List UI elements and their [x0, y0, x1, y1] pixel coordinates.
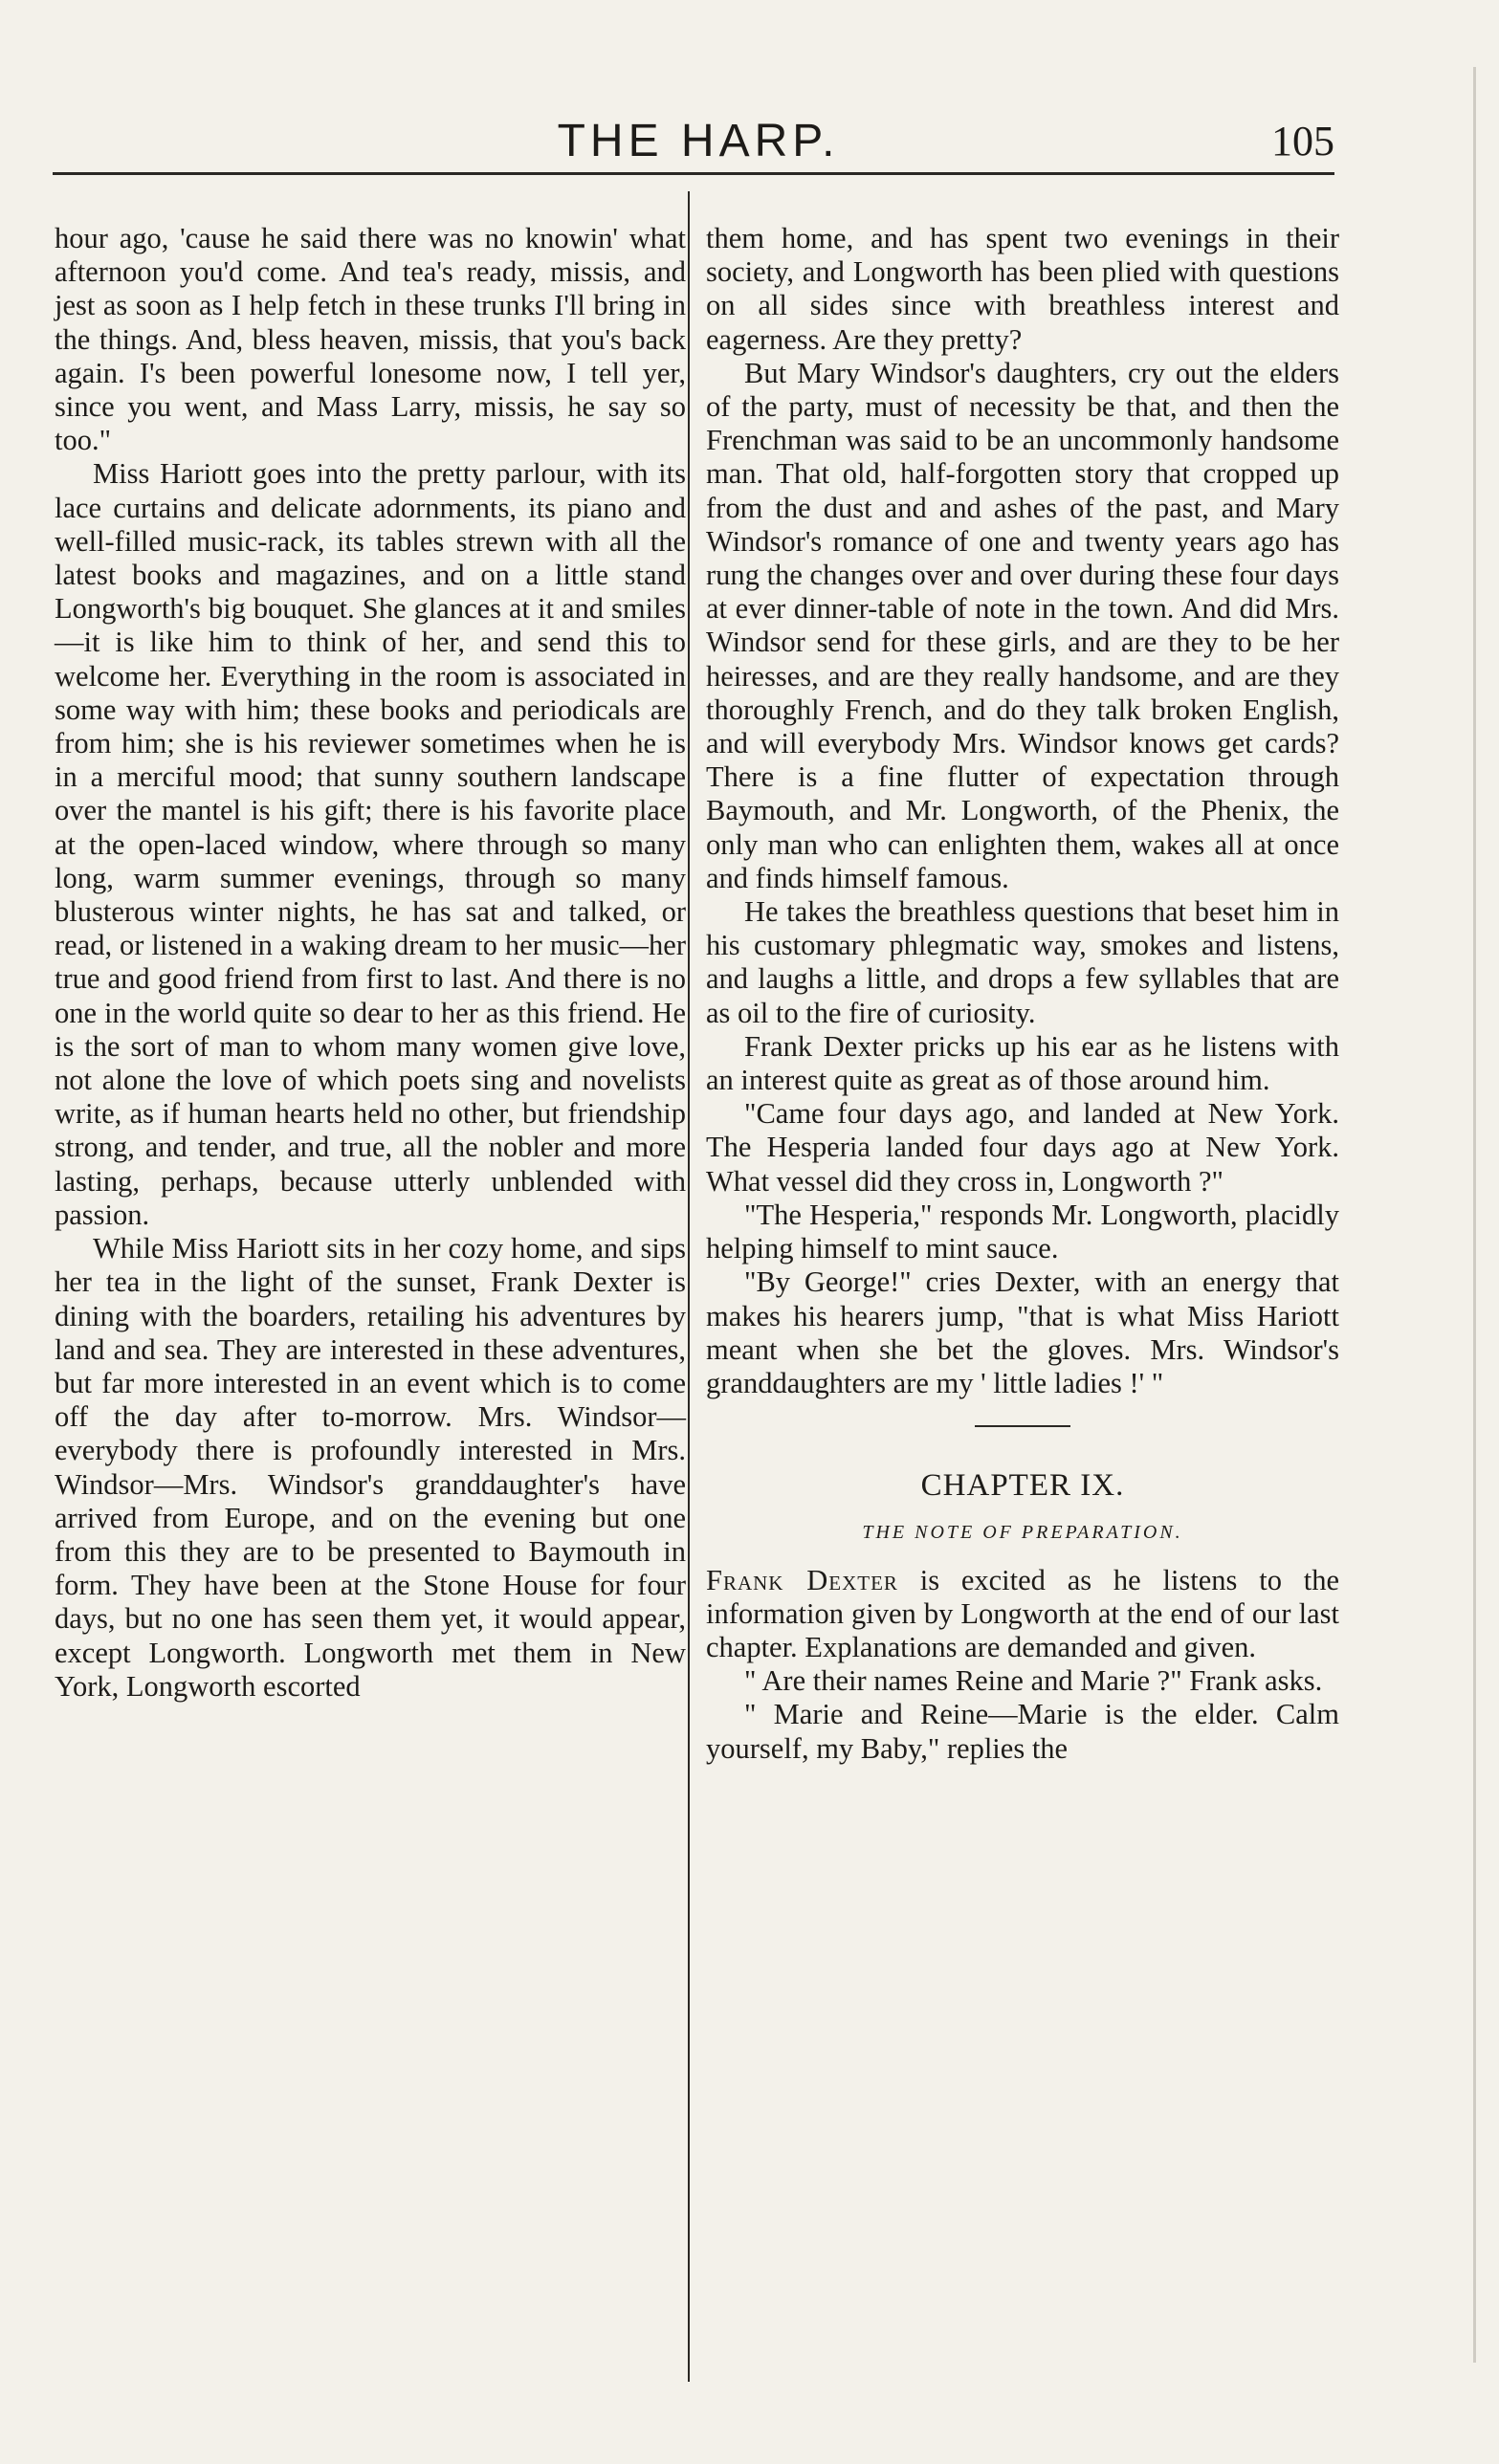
paragraph: "The Hesperia," responds Mr. Longworth, placidly helping himself to mint sauce. — [706, 1198, 1339, 1265]
paragraph: But Mary Windsor's daughters, cry out the elders of the party, must of necessity be that, and then the Frenchman was said to be an uncommonly handsome man. That old, half-forgotten story that cropped up from the dust and and ashes of the past, and Mary Windsor's romance of one and twenty years ago has rung the changes over and over during these four days at ever dinner-table of note in the town. And did Mrs. Windsor send for these girls, and are they to be her heiresses, and are they really handsome, and are they thoroughly French, and do they talk broken English, and will everybody Mrs. Windsor knows get cards? There is a fine flutter of expectation through Baymouth, and Mr. Longworth, of the Phenix, the only man who can enlighten them, wakes all at once and finds himself famous. — [706, 356, 1339, 894]
paragraph: He takes the breathless questions that beset him in his customary phlegmatic way, smokes and listens, and laughs a little, and drops a few syllables that are as oil to the fire of curiosity. — [706, 895, 1339, 1029]
paragraph: "By George!" cries Dexter, with an energy that makes his hearers jump, "that is what Miss Hariott meant when she bet the gloves. Mrs. Windsor's granddaughters are my ' little ladies !' " — [706, 1265, 1339, 1399]
left-column — [55, 222, 686, 1704]
right-column — [706, 222, 1339, 1766]
paragraph: Frank Dexter pricks up his ear as he listens with an interest quite as great as of those around him. — [706, 1029, 1339, 1097]
column-divider — [688, 191, 690, 2382]
paragraph: " Marie and Reine—Marie is the elder. Calm yourself, my Baby," replies the — [706, 1698, 1339, 1765]
chapter-subheading: THE NOTE OF PREPARATION. — [862, 1522, 1183, 1544]
section-rule — [975, 1425, 1070, 1427]
paragraph: "Came four days ago, and landed at New York. The Hesperia landed four days ago at New York. What vessel did they cross in, Longworth ?" — [706, 1097, 1339, 1198]
running-title: THE HARP. — [557, 116, 840, 166]
lead-in-small-caps: Frank Dexter — [706, 1563, 898, 1596]
paragraph: While Miss Hariott sits in her cozy home, and sips her tea in the light of the sunset, Frank Dexter is dining with the boarders, retailing his adventures by land and sea. They are interested in these adventures, but far more interested in an event which is to come off the day after to-morrow. Mrs. Windsor—everybody there is profoundly interested in Mrs. Windsor—Mrs. Windsor's granddaughter's have arrived from Europe, and on the evening but one from this they are to be presented to Baymouth in form. They have been at the Stone House for four days, but no one has seen them yet, it would appear, except Longworth. Longworth met them in New York, Longworth escorted — [55, 1232, 686, 1703]
paragraph: hour ago, 'cause he said there was no knowin' what afternoon you'd come. And tea's ready, missis, and jest as soon as I help fetch in these trunks I'll bring in the things. And, bless heaven, missis, that you's back again. I's been powerful lonesome now, I tell yer, since you went, and Mass Larry, missis, he say so too." — [55, 222, 686, 457]
page-edge-shadow — [1473, 67, 1476, 2363]
paragraph: " Are their names Reine and Marie ?" Frank asks. — [744, 1664, 1323, 1698]
paragraph: them home, and has spent two evenings in their society, and Longworth has been plied with questions on all sides since with breathless interest and eagerness. Are they pretty? — [706, 222, 1339, 356]
chapter-heading: CHAPTER IX. — [920, 1468, 1125, 1504]
chapter-first-paragraph — [706, 1564, 1339, 1665]
page-number: 105 — [1271, 118, 1334, 165]
paragraph: Miss Hariott goes into the pretty parlour, with its lace curtains and delicate adornments, its piano and well-filled music-rack, its tables strewn with all the latest books and magazines, and on a little stand Longworth's big bouquet. She glances at it and smiles—it is like him to think of her, and send this to welcome her. Everything in the room is associated in some way with him; these books and periodicals are from him; she is his reviewer sometimes when he is in a merciful mood; that sunny southern landscape over the mantel is his gift; there is his favorite place at the open-laced window, where through so many long, warm summer evenings, through so many blusterous winter nights, he has sat and talked, or read, or listened in a waking dream to her music—her true and good friend from first to last. And there is no one in the world quite so dear to her as this friend. He is the sort of man to whom many women give love, not alone the love of which poets sing and novelists write, as if human hearts held no other, but friendship strong, and tender, and true, all the nobler and more lasting, perhaps, because utterly unblended with passion. — [55, 457, 686, 1231]
paragraph-text: is excited as he listens to the information given by Longworth at the end of our last chapter. Explanations are demanded and given. — [706, 1563, 1339, 1663]
header-rule — [53, 172, 1334, 175]
